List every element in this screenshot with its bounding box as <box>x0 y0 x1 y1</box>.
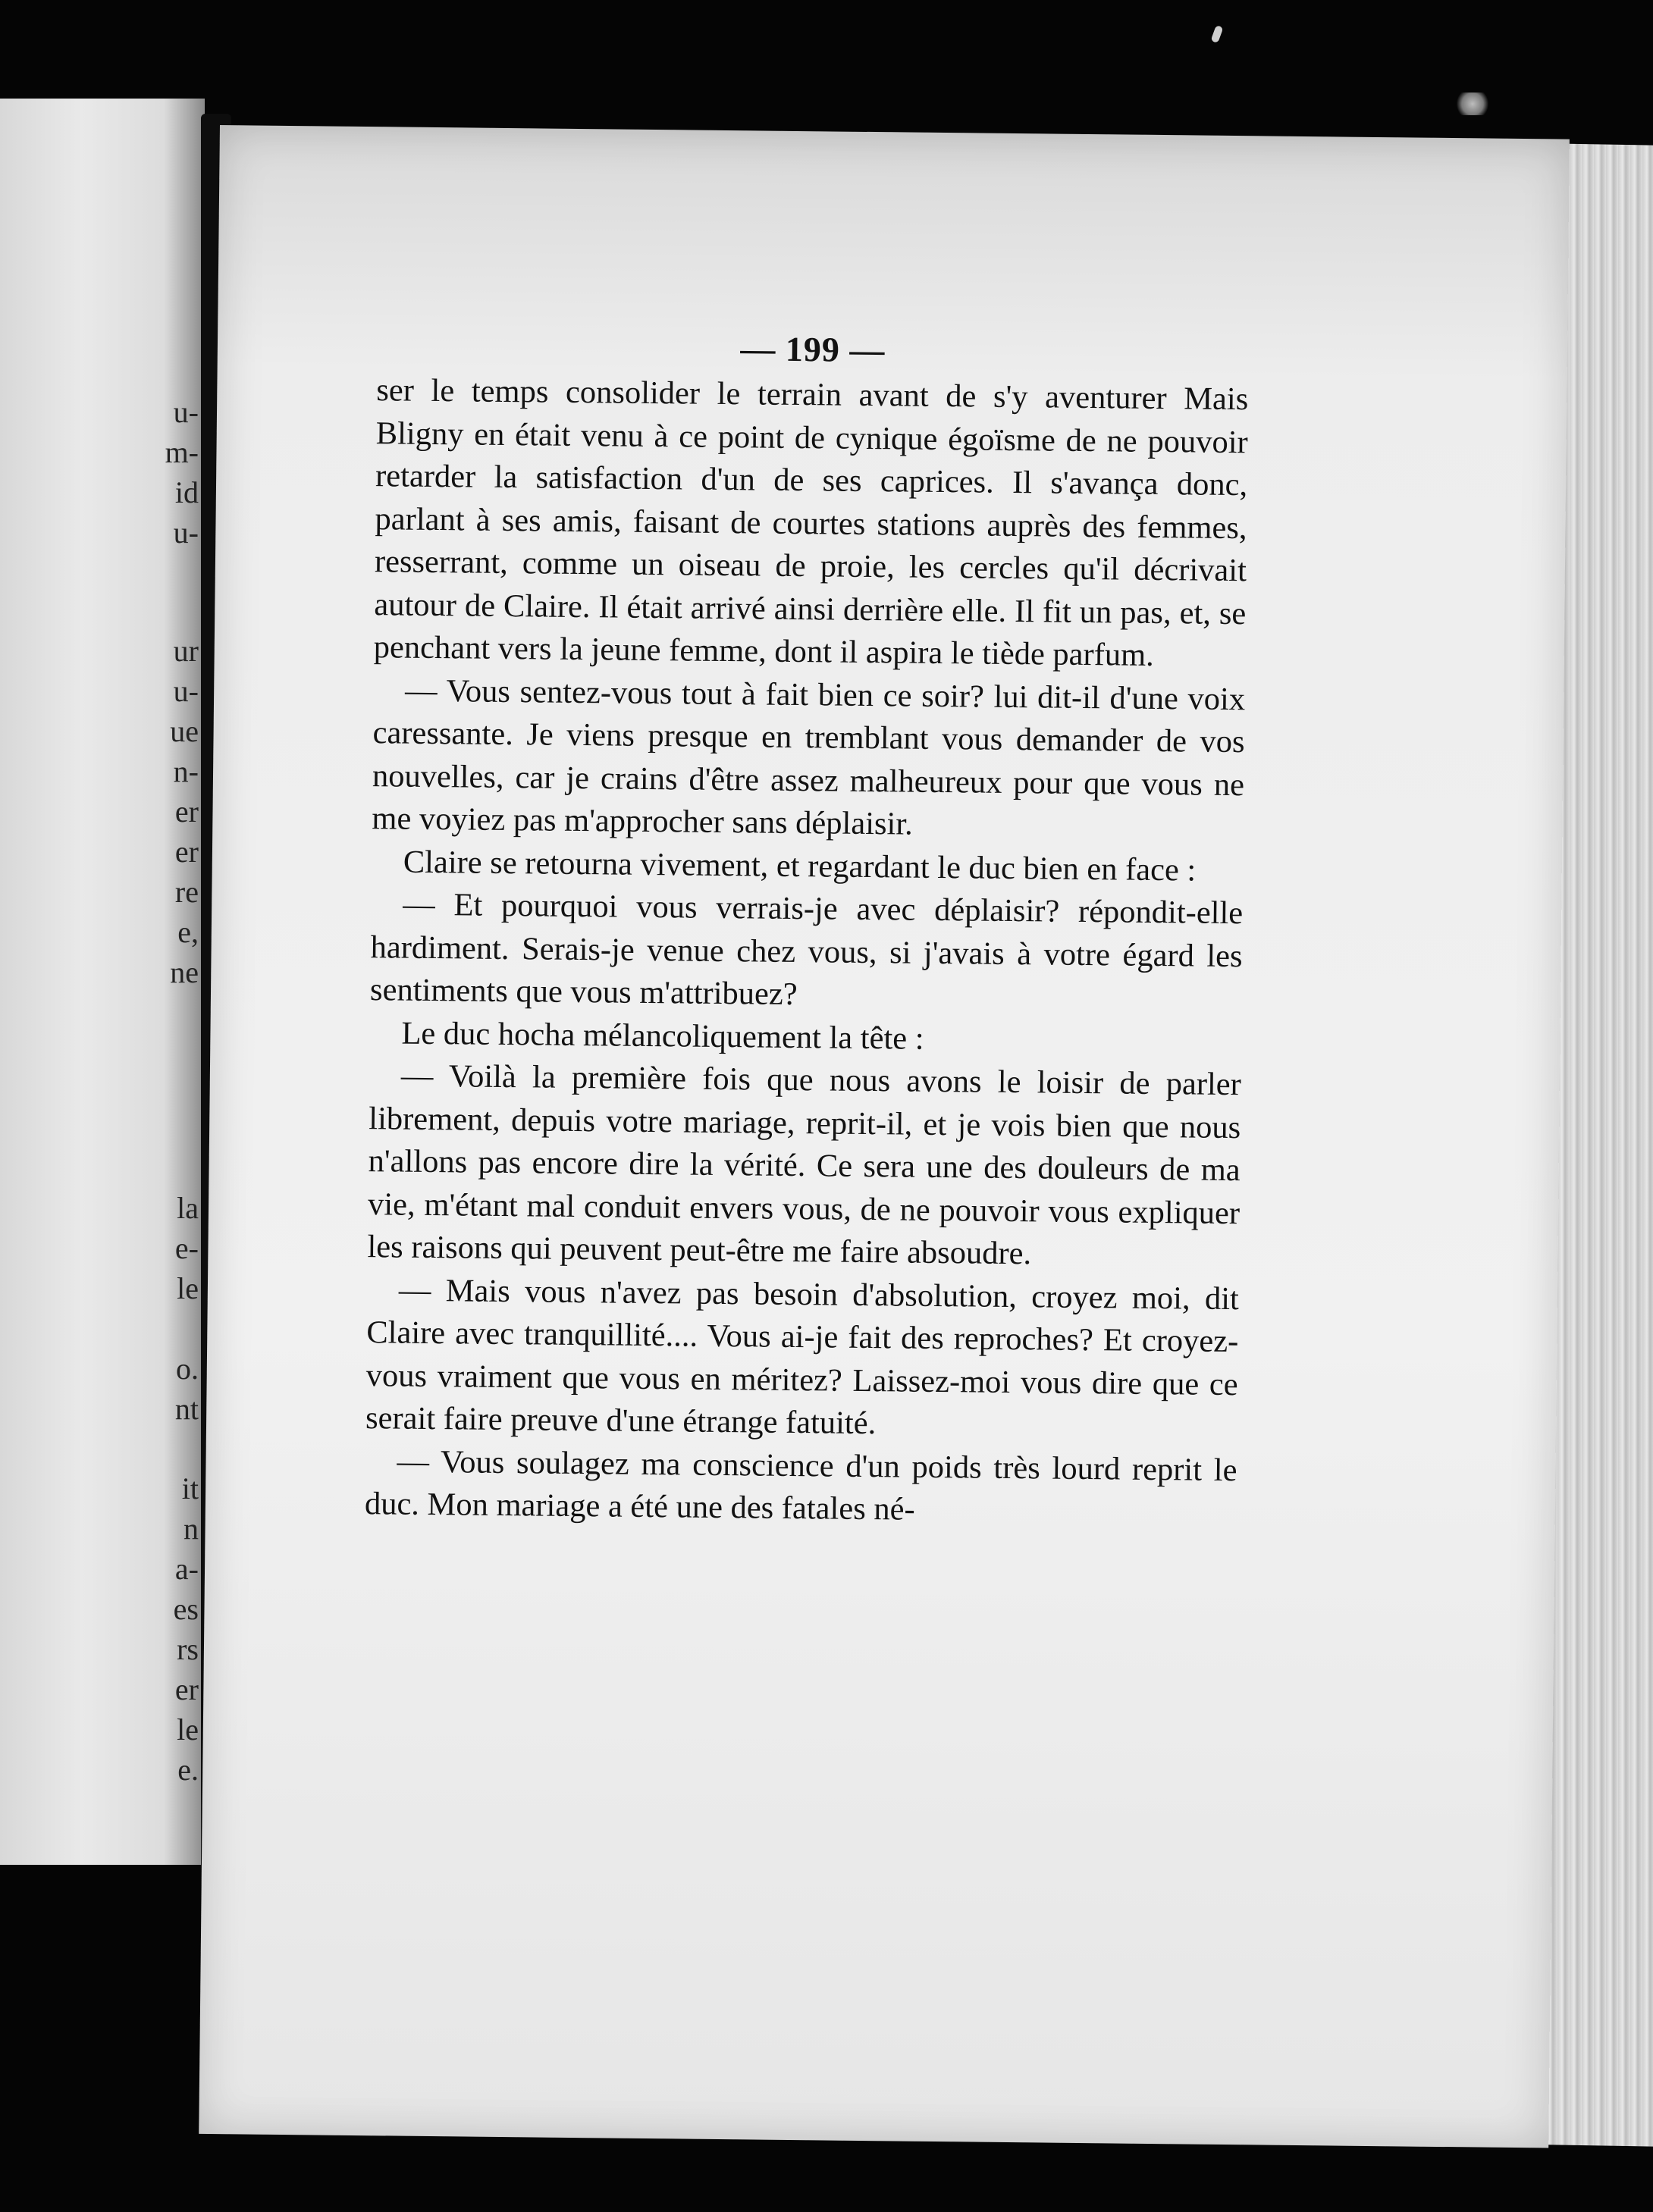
main-page <box>199 125 1570 2148</box>
left-fragment: ue <box>170 714 199 748</box>
left-fragment: es <box>173 1592 199 1626</box>
paragraph: — Vous sentez-vous tout à fait bien ce soir? lui dit-il d'une voix caressante. Je viens presque en tremblant vous demander de vos nouvelles, car je crains d'être assez malheureux pour que vous ne me voyiez pas m'approcher sans déplaisir. <box>372 672 1246 842</box>
paragraph: — Mais vous n'avez pas besoin d'absolution, croyez moi, dit Claire avec tranquillité.... Vous ai-je fait des reproches? Et croyez-vous vraiment que vous en méritez? Laissez-moi vous dire que ce serait faire preuve d'une étrange fatuité. <box>365 1272 1240 1442</box>
paragraph: Claire se retourna vivement, et regardant le duc bien en face : <box>403 844 1197 888</box>
paragraph: — Voilà la première fois que nous avons le loisir de parler librement, depuis votre mariage, reprit-il, et je vois bien que nous n'allons pas encore dire la vérité. Ce sera une des douleurs de ma vie, m'étant mal conduit envers vous, de ne pouvoir vous expliquer les raisons qui peuvent peut-être me faire absoudre. <box>367 1057 1242 1272</box>
left-fragment: er <box>174 1672 199 1706</box>
left-fragment: le <box>177 1712 199 1747</box>
left-fragment: er <box>174 835 199 869</box>
left-fragment: la <box>177 1191 199 1225</box>
left-fragment: ne <box>170 955 199 989</box>
left-fragment: e. <box>177 1753 199 1787</box>
left-fragment: m- <box>165 435 199 469</box>
page-number: — 199 — <box>740 329 886 370</box>
left-fragment: e, <box>177 915 199 949</box>
paragraph: — Et pourquoi vous verrais-je avec déplaisir? répondit-elle hardiment. Serais-je venue chez vous, si j'avais à votre égard les sentiments que vous m'attribuez? <box>369 886 1244 1013</box>
paragraph: ser le temps consolider le terrain avant de s'y aventurer Mais Bligny en était venu à ce point de cynique égoïsme de ne pouvoir retarder la satisfaction d'un de ses caprices. Il s'avança donc, parlant à ses amis, faisant de courtes stations auprès des femmes, resserrant, comme un oiseau de proie, les cercles qu'il décrivait autour de Claire. Il était arrivé ainsi derrière elle. Il fit un pas, et, se penchant vers la jeune femme, dont il aspira le tiède parfum. <box>373 372 1249 673</box>
page-content <box>365 324 1250 1534</box>
left-fragment: u- <box>173 515 199 550</box>
left-fragment: nt <box>174 1392 199 1426</box>
left-fragment: le <box>177 1271 199 1305</box>
left-fragment: e- <box>174 1231 199 1265</box>
left-fragment: a- <box>174 1552 199 1586</box>
left-fragment: u- <box>173 395 199 429</box>
paragraph: Le duc hocha mélancoliquement la tête : <box>401 1015 924 1057</box>
left-fragment: it <box>181 1471 199 1505</box>
left-fragment: n <box>183 1512 199 1546</box>
left-fragment: rs <box>177 1632 199 1666</box>
left-fragment: er <box>174 794 199 829</box>
left-fragment: n- <box>173 754 199 788</box>
left-fragment: ur <box>173 634 199 668</box>
left-fragment: u- <box>173 674 199 708</box>
left-fragment: re <box>174 875 199 909</box>
scan-blot <box>1454 92 1491 115</box>
left-fragment: o. <box>176 1352 199 1386</box>
left-fragment: id <box>174 475 199 509</box>
scan-speck <box>1211 25 1224 43</box>
paragraph: — Vous soulagez ma conscience d'un poids très lourd reprit le duc. Mon mariage a été une des fatales né- <box>364 1443 1237 1527</box>
